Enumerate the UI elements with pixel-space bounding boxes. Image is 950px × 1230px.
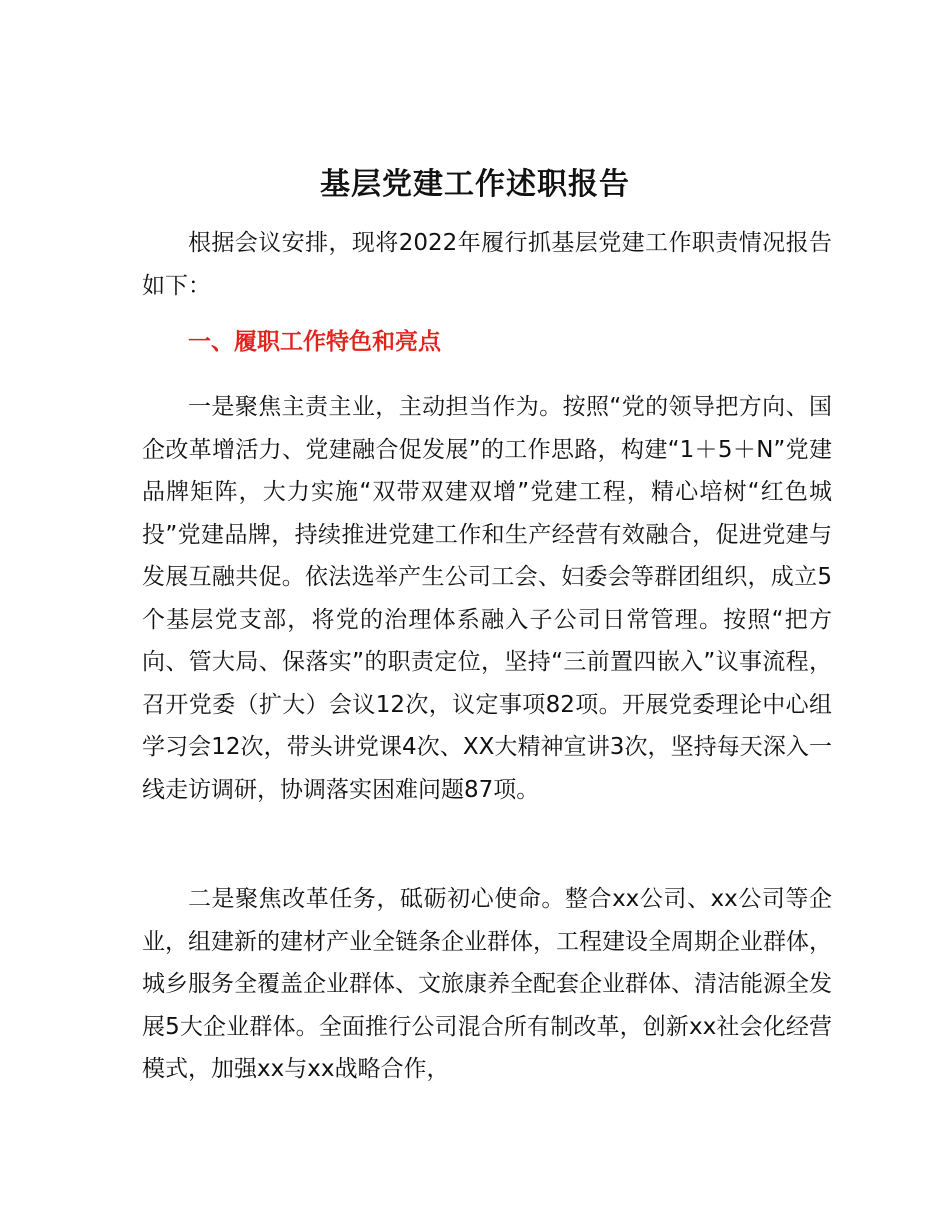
section-heading: 一、履职工作特色和亮点 bbox=[188, 329, 441, 355]
body-paragraph-2: 二是聚焦改革任务，砥砺初心使命。整合xx公司、xx公司等企业，组建新的建材产业全链条企业群体，工程建设全周期企业群体，城乡服务全覆盖企业群体、文旅康养全配套企业群体、清洁能源全发展5大企业群体。全面推行公司混合所有制改革，创新xx社会化经营模式，加强xx与xx战略合作， bbox=[142, 886, 832, 1082]
body-paragraph-1: 一是聚焦主责主业，主动担当作为。按照“党的领导把方向、国企改革增活力、党建融合促发展”的工作思路，构建“1＋5＋N”党建品牌矩阵，大力实施“双带双建双增”党建工程，精心培树“红色城投”党建品牌，持续推进党建工作和生产经营有效融合，促进党建与发展互融共促。依法选举产生公司工会、妇委会等群团组织，成立5个基层党支部，将党的治理体系融入子公司日常管理。按照“把方向、管大局、保落实”的职责定位，坚持“三前置四嵌入”议事流程，召开党委（扩大）会议12次，议定事项82项。开展党委理论中心组学习会12次，带头讲党课4次、XX大精神宣讲3次，坚持每天深入一线走访调研，协调落实困难问题87项。 bbox=[142, 394, 832, 803]
document-title: 基层党建工作述职报告 bbox=[320, 167, 630, 203]
intro-paragraph: 根据会议安排，现将2022年履行抓基层党建工作职责情况报告如下： bbox=[142, 230, 832, 299]
